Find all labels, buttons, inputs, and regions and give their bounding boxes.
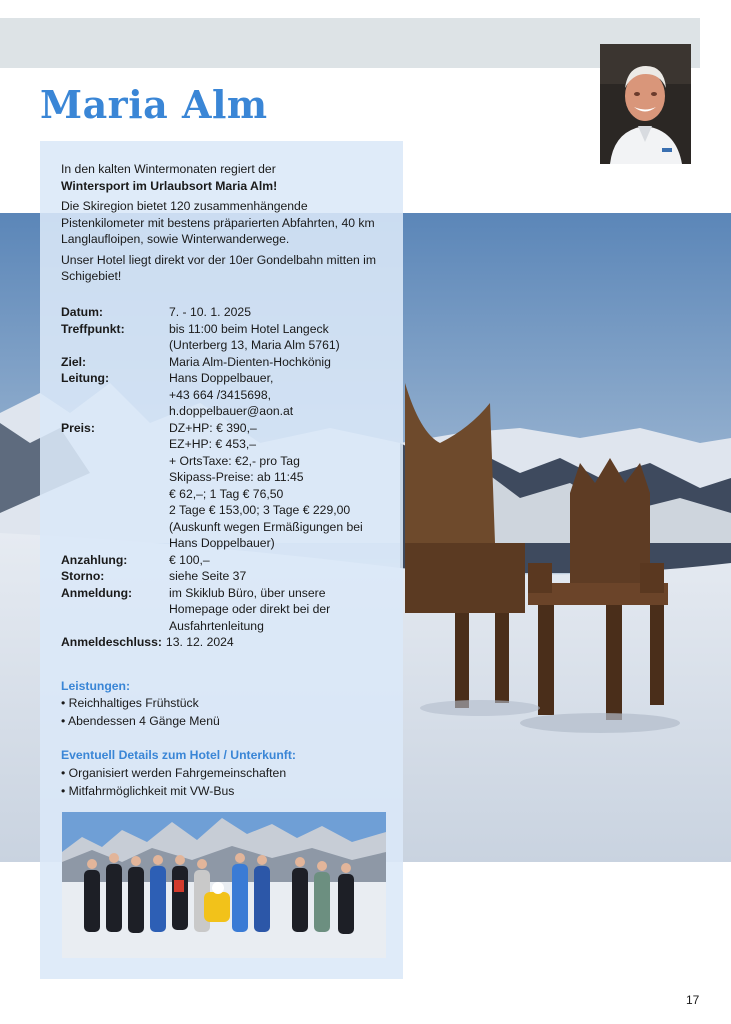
details-list (61, 304, 396, 651)
intro-paragraph-1: In den kalten Wintermonaten regiert der Wintersport im Urlaubsort Maria Alm! (61, 162, 278, 193)
detail-row-treffpunkt: Treffpunkt: bis 11:00 beim Hotel Langeck (Unterberg 13, Maria Alm 5761) (61, 321, 340, 352)
list-item: • Reichhaltiges Frühstück (61, 695, 220, 713)
hotel-heading: Eventuell Details zum Hotel / Unterkunft: (61, 748, 296, 762)
leistungen-list (61, 695, 220, 730)
intro-paragraph-3: Unser Hotel liegt direkt vor der 10er Gondelbahn mitten im Schigebiet! (61, 252, 376, 283)
hotel-list (61, 765, 286, 800)
intro-text (61, 161, 391, 289)
intro-paragraph-2: Die Skiregion bietet 120 zusammenhängende Pistenkilometer mit bestens präparierten Abfahrten, 40 km Langlaufloipen, sowie Winterwanderwege. (61, 199, 375, 246)
detail-row-preis: Preis: DZ+HP: € 390,– EZ+HP: € 453,– + OrtsTaxe: €2,- pro Tag Skipass-Preise: ab 11:45 € 62,–; 1 Tag € 76,50 2 Tage € 153,00; 3 Tage € 229,00 (Auskunft wegen Ermäßigungen bei Hans Doppelbauer) (61, 420, 363, 550)
portrait-photo (600, 44, 691, 164)
intro-highlight: Wintersport im Urlaubsort Maria Alm! (61, 178, 278, 193)
list-item: • Mitfahrmöglichkeit mit VW-Bus (61, 783, 286, 801)
page-title: Maria Alm (40, 82, 268, 127)
header-band (0, 18, 700, 68)
detail-row-datum: Datum: 7. - 10. 1. 2025 (61, 305, 251, 319)
contact-email[interactable]: h.doppelbauer@aon.at (169, 404, 294, 418)
detail-row-anmeldung: Anmeldung: im Skiklub Büro, über unsere Homepage oder direkt bei der Ausfahrtenleitung (61, 585, 331, 633)
detail-row-storno: Storno: siehe Seite 37 (61, 569, 247, 583)
group-photo (62, 812, 386, 958)
leistungen-heading: Leistungen: (61, 679, 131, 693)
detail-row-anmeldeschluss: Anmeldeschluss: 13. 12. 2024 (61, 635, 234, 649)
detail-row-leitung: Leitung: Hans Doppelbauer, +43 664 /3415698, h.doppelbauer@aon.at (61, 370, 396, 420)
list-item: • Organisiert werden Fahrgemeinschaften (61, 765, 286, 783)
detail-row-ziel: Ziel: Maria Alm-Dienten-Hochkönig (61, 354, 331, 369)
page-number: 17 (686, 993, 700, 1007)
list-item: • Abendessen 4 Gänge Menü (61, 713, 220, 731)
detail-row-anzahlung: Anzahlung: € 100,– (61, 552, 210, 567)
